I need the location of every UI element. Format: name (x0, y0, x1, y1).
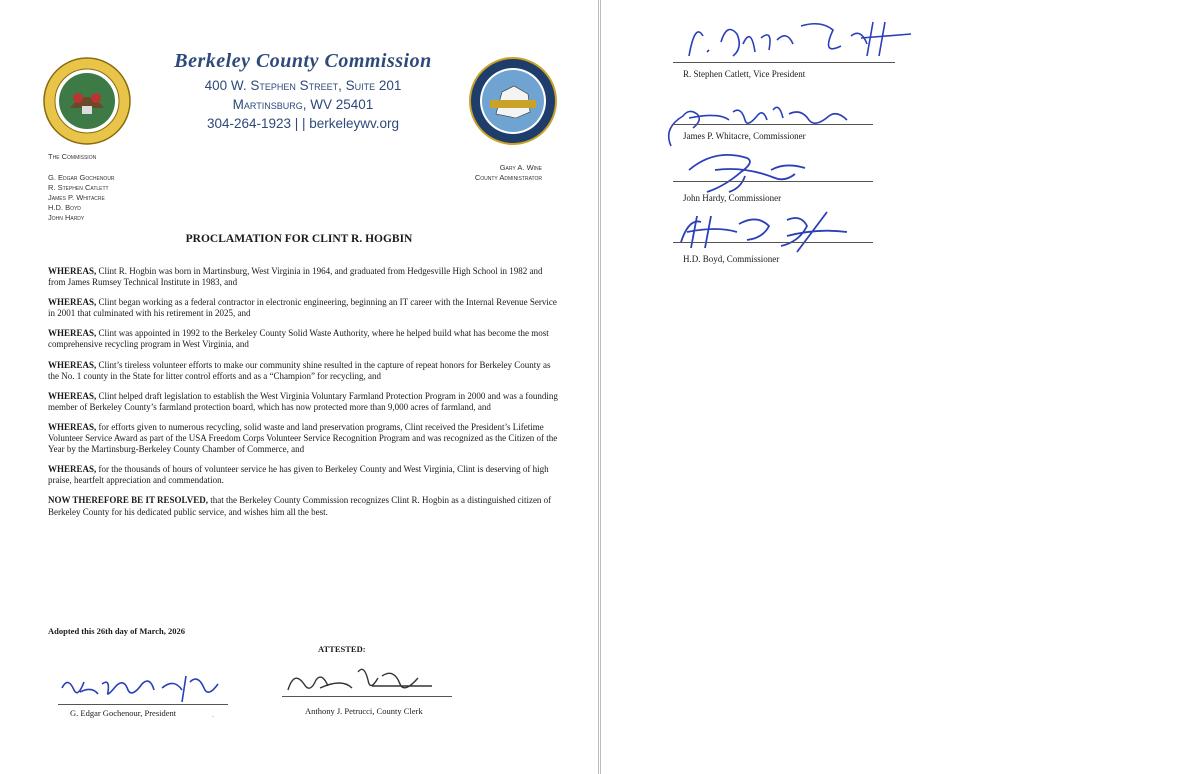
paragraph-lead: WHEREAS, (48, 464, 97, 475)
paragraph-text: that the Berkeley County Commission recognizes Clint R. Hogbin as a distinguished citizen of Berkeley County for his dedicated public service, and wishes him all the best. (48, 495, 552, 517)
paragraph-lead: WHEREAS, (48, 297, 97, 308)
whereas-paragraph (48, 391, 558, 413)
commission-members (48, 173, 115, 223)
commission-title: Berkeley County Commission (174, 50, 432, 72)
whereas-paragraph (48, 297, 558, 319)
whereas-paragraph (48, 464, 558, 486)
signer-name: H.D. Boyd, Commissioner (683, 254, 780, 264)
signature-line (282, 696, 452, 697)
signature-line (58, 704, 228, 705)
attested-label: ATTESTED: (318, 644, 366, 654)
signature-line (673, 181, 873, 182)
member-name: G. Edgar Gochenour (48, 173, 115, 182)
commission-phone-website: 304-264-1923 | | berkeleywv.org (206, 116, 400, 131)
member-name: James P. Whitacre (48, 193, 105, 202)
paragraph-lead: WHEREAS, (48, 266, 97, 276)
president-signature (58, 668, 233, 708)
stamp-mark: . (212, 710, 214, 719)
paragraph-text: Clint was appointed in 1992 to the Berkeley County Solid Waste Authority, where he helped build what has become the most comprehensive recycling program in West Virginia, and (48, 328, 549, 350)
signer-name: G. Edgar Gochenour, President (70, 708, 177, 718)
hardy-signature (685, 148, 865, 198)
paragraph-lead: WHEREAS, (48, 421, 97, 432)
paragraph-text: Clint began working as a federal contractor in electronic engineering, beginning an IT career with the Internal Revenue Service in 2001 that culminated with his retirement in 2025, and (48, 297, 557, 319)
west-virginia-seal-icon (42, 56, 132, 146)
signer-name: Anthony J. Petrucci, County Clerk (305, 706, 423, 716)
paragraph-lead: WHEREAS, (48, 359, 97, 370)
clerk-signature (282, 660, 452, 704)
signer-name: John Hardy, Commissioner (683, 193, 782, 203)
signer-name: R. Stephen Catlett, Vice President (683, 69, 806, 79)
paragraph-lead: WHEREAS, (48, 328, 97, 339)
member-name: H.D. Boyd (48, 203, 81, 212)
signature-line (673, 242, 873, 243)
whereas-paragraph (48, 266, 558, 288)
signature-page (600, 0, 1200, 774)
adopted-date: Adopted this 26th day of March, 2026 (48, 626, 186, 636)
paragraph-text: for efforts given to numerous recycling, solid waste and land preservation programs, Clint received the President’s Lifetime Volunteer Service Award as part of the USA Freedom Corps Volunteer Service Recognition Program and was recognized as the Citizen of the Year by the Martinsburg-Berkeley County Chamber of Commerce, and (48, 421, 558, 455)
paragraph-text: Clint helped draft legislation to establish the West Virginia Voluntary Farmland Protection Program in 2000 and was a founding member of Berkeley County’s farmland protection board, which has now protected more than 9,000 acres of farmland, and (48, 390, 558, 412)
commission-address: 400 W. Stephen Street, Suite 201 (204, 78, 402, 93)
berkeley-county-seal-icon (468, 56, 558, 146)
commission-city: Martinsburg, WV 25401 (232, 97, 374, 112)
whereas-paragraph (48, 328, 558, 350)
member-name: R. Stephen Catlett (48, 183, 109, 192)
catlett-signature (681, 16, 921, 68)
resolution-paragraph (48, 495, 558, 517)
proclamation-page (0, 0, 599, 774)
paragraph-lead: WHEREAS, (48, 390, 97, 401)
signature-line (673, 62, 895, 63)
paragraph-text: Clint R. Hogbin was born in Martinsburg, West Virginia in 1964, and graduated from Hedgesville High School in 1982 and from James Rumsey Technical Institute in 1983, and (48, 266, 543, 288)
member-name: John Hardy (48, 213, 85, 222)
administrator-title: County Administrator (474, 173, 542, 182)
boyd-signature (677, 208, 857, 254)
signer-name: James P. Whitacre, Commissioner (683, 131, 806, 141)
proclamation-body (48, 266, 558, 527)
whereas-paragraph (48, 360, 558, 382)
administrator-name: Gary A. Wine (499, 163, 542, 172)
paragraph-text: Clint’s tireless volunteer efforts to make our community shine resulted in the capture of repeat honors for Berkeley County as the No. 1 county in the State for litter control efforts and as a “Champion” for recycling, and (48, 359, 551, 381)
commission-label: The Commission (48, 152, 97, 161)
whitacre-signature (659, 98, 859, 152)
signature-line (673, 124, 873, 125)
paragraph-text: for the thousands of hours of volunteer service he has given to Berkeley County and West Virginia, Clint is deserving of high praise, heartfelt appreciation and commendation. (48, 464, 549, 486)
paragraph-lead: NOW THEREFORE BE IT RESOLVED, (48, 495, 208, 506)
proclamation-title: PROCLAMATION FOR CLINT R. HOGBIN (185, 233, 413, 245)
county-administrator (475, 163, 542, 183)
whereas-paragraph (48, 422, 558, 455)
